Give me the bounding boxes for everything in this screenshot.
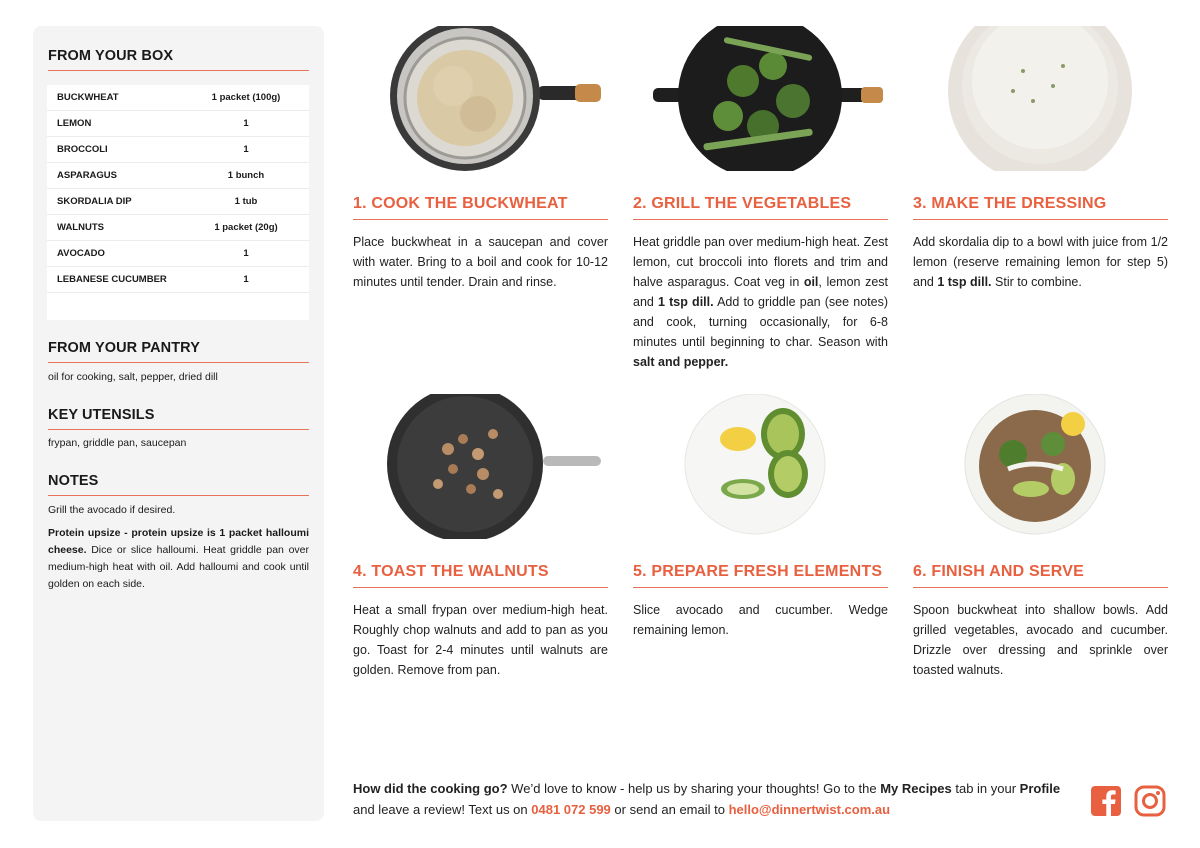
- step-6-photo: [913, 394, 1168, 539]
- step-5-title: 5. PREPARE FRESH ELEMENTS: [633, 563, 888, 588]
- utensils-title: KEY UTENSILS: [48, 407, 309, 430]
- email-link[interactable]: hello@dinnertwist.com.au: [728, 802, 891, 817]
- instagram-icon[interactable]: [1134, 785, 1166, 817]
- ingredient-row: [47, 137, 309, 163]
- ingredient-name: LEMON: [57, 118, 92, 129]
- ingredient-qty: 1 bunch: [227, 170, 265, 181]
- step-3-photo: [913, 26, 1168, 171]
- ingredient-row: [47, 267, 309, 293]
- step-text-segment: Spoon buckwheat into shallow bowls. Add grilled vegetables, avocado and cucumber. Drizzle over dressing and sprinkle over toasted walnuts.: [913, 603, 1168, 677]
- step-text-segment: Stir to combine.: [991, 275, 1082, 289]
- notes-body: [48, 502, 309, 599]
- step-4-photo: [353, 394, 608, 539]
- facebook-icon[interactable]: [1090, 785, 1122, 817]
- ingredient-qty: 1: [243, 274, 249, 285]
- step-text-segment: Add to griddle pan (see notes) and cook, turning occasionally, for 6-8 minutes until beginning to char. Season with: [633, 295, 888, 349]
- feedback-text-2: tab in your: [951, 781, 1020, 796]
- step-6: [913, 394, 1168, 680]
- step-1: [353, 26, 608, 292]
- step-2-text: [633, 232, 888, 372]
- step-text-segment: Place buckwheat in a saucepan and cover with water. Bring to a boil and cook for 10-12 minutes until tender. Drain and rinse.: [353, 235, 608, 289]
- ingredient-name: WALNUTS: [57, 222, 104, 233]
- feedback-question: How did the cooking go?: [353, 781, 508, 796]
- ingredient-name: LEBANESE CUCUMBER: [57, 274, 167, 285]
- step-text-segment: Heat griddle pan over medium-high heat. Zest lemon, cut broccoli into florets and trim and halve asparagus. Coat veg in: [633, 235, 888, 289]
- ingredient-qty: 1: [243, 118, 249, 129]
- step-4: [353, 394, 608, 680]
- step-1-photo: [353, 26, 608, 171]
- step-2-photo: [633, 26, 888, 171]
- feedback-text: [353, 778, 1073, 820]
- step-4-text: [353, 600, 608, 680]
- step-5-text: [633, 600, 888, 640]
- notes-line-1: Grill the avocado if desired.: [48, 504, 176, 516]
- step-6-title: 6. FINISH AND SERVE: [913, 563, 1168, 588]
- step-3-text: [913, 232, 1168, 292]
- notes-protein-rest: Dice or slice halloumi. Heat griddle pan over medium-high heat with oil. Add halloumi and cook until golden on each side.: [48, 544, 309, 590]
- ingredient-row: [47, 241, 309, 267]
- step-2: [633, 26, 888, 372]
- step-2-title: 2. GRILL THE VEGETABLES: [633, 195, 888, 220]
- phone-link[interactable]: 0481 072 599: [531, 802, 611, 817]
- ingredient-qty: 1: [243, 144, 249, 155]
- ingredient-name: ASPARAGUS: [57, 170, 117, 181]
- step-5: [633, 394, 888, 640]
- ingredient-qty: 1: [243, 248, 249, 259]
- step-text-bold: 1 tsp dill.: [658, 295, 714, 309]
- step-5-photo: [633, 394, 888, 539]
- my-recipes-label: My Recipes: [880, 781, 952, 796]
- ingredient-name: AVOCADO: [57, 248, 105, 259]
- step-6-text: [913, 600, 1168, 680]
- feedback-text-4: or send an email to: [610, 802, 729, 817]
- step-text-bold: 1 tsp dill.: [937, 275, 992, 289]
- from-box-title: FROM YOUR BOX: [48, 48, 309, 71]
- step-text-segment: Heat a small frypan over medium-high heat. Roughly chop walnuts and add to pan as you go. Toast for 2-4 minutes until walnuts are golden. Remove from pan.: [353, 603, 608, 677]
- ingredient-name: BUCKWHEAT: [57, 92, 119, 103]
- ingredient-name: SKORDALIA DIP: [57, 196, 132, 207]
- step-3-title: 3. MAKE THE DRESSING: [913, 195, 1168, 220]
- pantry-text: oil for cooking, salt, pepper, dried dill: [48, 371, 218, 383]
- feedback-text-3: and leave a review! Text us on: [353, 802, 532, 817]
- utensils-text: frypan, griddle pan, saucepan: [48, 437, 187, 449]
- ingredient-qty: 1 tub: [234, 196, 258, 207]
- step-text-bold: oil: [803, 275, 819, 289]
- ingredient-row: [47, 111, 309, 137]
- step-text-segment: , lemon zest and: [633, 275, 888, 309]
- notes-line-2: [48, 525, 309, 593]
- sidebar: [33, 26, 324, 821]
- ingredient-row: [47, 189, 309, 215]
- notes-protein-bold: Protein upsize - protein upsize is 1 packet halloumi cheese.: [48, 527, 309, 556]
- step-text-segment: Add skordalia dip to a bowl with juice from 1/2 lemon (reserve remaining lemon for step 5) and: [913, 235, 1168, 289]
- pantry-title: FROM YOUR PANTRY: [48, 340, 309, 363]
- step-1-text: [353, 232, 608, 292]
- ingredient-qty: 1 packet (100g): [211, 92, 281, 103]
- notes-title: NOTES: [48, 473, 309, 496]
- step-text-bold: salt and pepper.: [633, 355, 729, 369]
- step-4-title: 4. TOAST THE WALNUTS: [353, 563, 608, 588]
- ingredients-table: [47, 85, 309, 320]
- ingredient-row: [47, 215, 309, 241]
- profile-label: Profile: [1019, 781, 1061, 796]
- step-text-segment: Slice avocado and cucumber. Wedge remaining lemon.: [633, 603, 888, 637]
- ingredient-qty: 1 packet (20g): [214, 222, 278, 233]
- ingredient-row: [47, 85, 309, 111]
- step-1-title: 1. COOK THE BUCKWHEAT: [353, 195, 608, 220]
- step-3: [913, 26, 1168, 292]
- ingredient-row: [47, 163, 309, 189]
- ingredient-name: BROCCOLI: [57, 144, 108, 155]
- feedback-text-1: We’d love to know - help us by sharing your thoughts! Go to the: [507, 781, 881, 796]
